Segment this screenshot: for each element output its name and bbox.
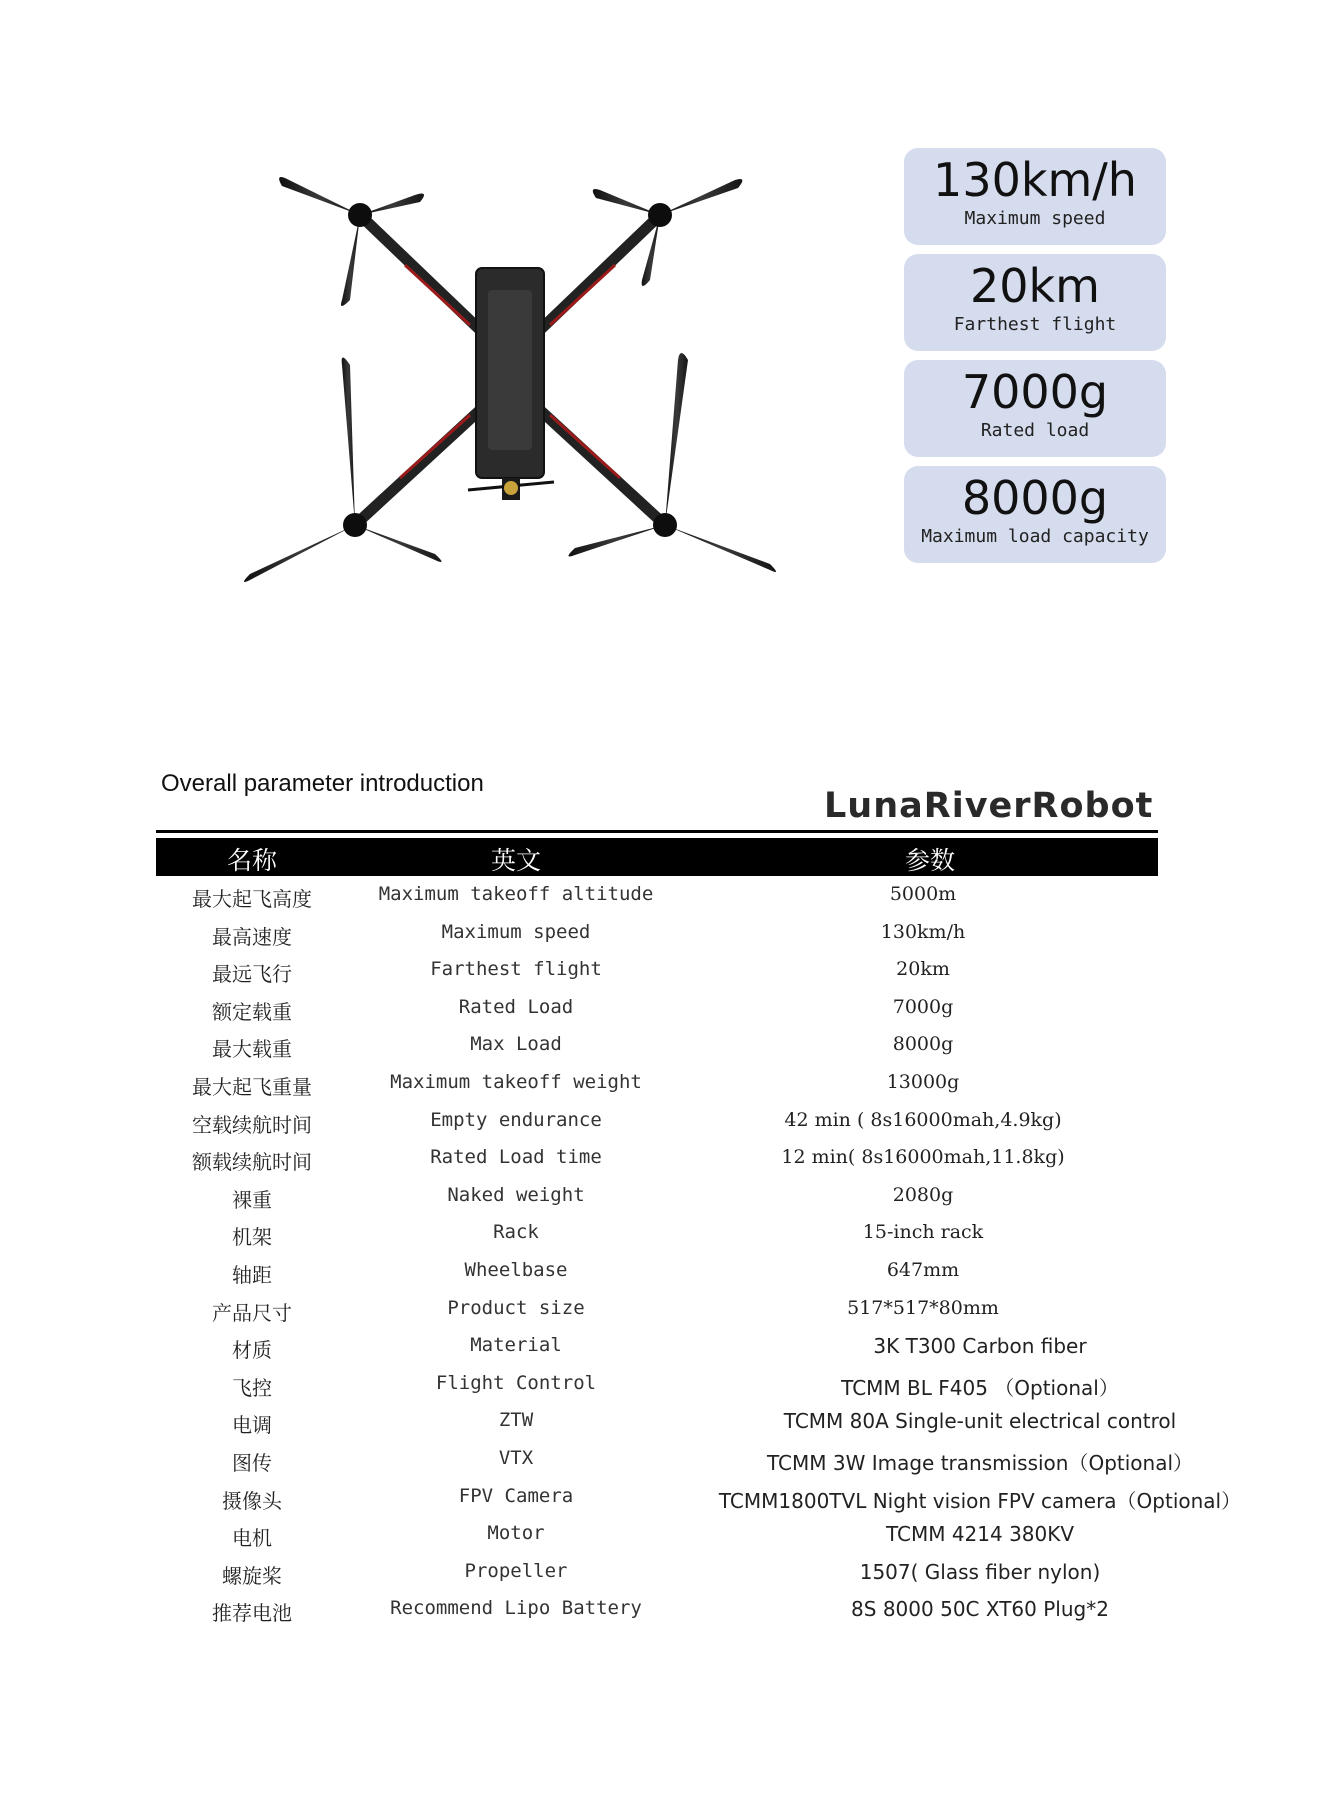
row-name-en: Product size bbox=[447, 1296, 585, 1319]
row-name-cn: 最大起飞重量 bbox=[192, 1074, 312, 1099]
spec-card-value: 8000g bbox=[961, 471, 1109, 525]
row-name-cn: 空载续航时间 bbox=[192, 1112, 312, 1137]
table-row bbox=[0, 877, 1323, 915]
row-name-cn: 轴距 bbox=[232, 1262, 272, 1287]
parameter-table bbox=[0, 877, 1323, 1629]
row-name-cn: 机架 bbox=[232, 1225, 272, 1250]
table-row bbox=[0, 1178, 1323, 1216]
row-name-cn: 图传 bbox=[232, 1450, 272, 1475]
table-row bbox=[0, 952, 1323, 990]
row-name-cn: 产品尺寸 bbox=[212, 1300, 292, 1325]
spec-card-label: Maximum load capacity bbox=[921, 526, 1149, 547]
row-name-cn: 额定载重 bbox=[212, 999, 292, 1024]
spec-card-label: Rated load bbox=[980, 420, 1090, 441]
row-name-cn: 额载续航时间 bbox=[192, 1150, 312, 1175]
row-name-cn: 螺旋桨 bbox=[222, 1563, 282, 1588]
spec-card-max-speed bbox=[904, 148, 1166, 245]
spec-card-max-load bbox=[904, 466, 1166, 563]
row-name-cn: 最大起飞高度 bbox=[192, 887, 312, 911]
row-name-en: ZTW bbox=[498, 1409, 534, 1432]
row-name-en: Max Load bbox=[470, 1033, 562, 1056]
row-value: TCMM1800TVL Night vision FPV camera（Optional） bbox=[718, 1488, 1242, 1513]
row-name-cn: 飞控 bbox=[232, 1375, 272, 1400]
table-row bbox=[0, 1554, 1323, 1592]
divider bbox=[156, 830, 1158, 833]
spec-card-value: 20km bbox=[970, 259, 1100, 313]
spec-card-value: 7000g bbox=[961, 365, 1109, 419]
header-name: 名称 bbox=[226, 846, 278, 875]
row-value: 13000g bbox=[886, 1070, 960, 1093]
row-name-cn: 最远飞行 bbox=[212, 962, 292, 987]
table-row bbox=[0, 1215, 1323, 1253]
spec-card-label: Maximum speed bbox=[964, 208, 1106, 229]
drone-image bbox=[230, 160, 790, 600]
row-value: 5000m bbox=[889, 883, 957, 905]
row-name-en: Maximum speed bbox=[441, 920, 591, 943]
row-name-cn: 裸重 bbox=[232, 1187, 272, 1212]
row-name-cn: 推荐电池 bbox=[212, 1601, 292, 1626]
row-value: 8S 8000 50C XT60 Plug*2 bbox=[851, 1597, 1109, 1622]
row-name-en: Rack bbox=[493, 1221, 539, 1244]
table-header bbox=[156, 838, 1158, 876]
row-value: 42 min ( 8s16000mah,4.9kg) bbox=[784, 1108, 1062, 1131]
row-name-en: FPV Camera bbox=[458, 1484, 574, 1507]
row-name-en: Maximum takeoff weight bbox=[390, 1070, 642, 1093]
table-row bbox=[0, 1403, 1323, 1441]
row-value: 7000g bbox=[892, 995, 954, 1018]
row-name-en: Naked weight bbox=[447, 1183, 585, 1206]
table-row bbox=[0, 990, 1323, 1028]
row-name-cn: 最高速度 bbox=[212, 924, 292, 949]
row-name-en: Propeller bbox=[464, 1559, 568, 1582]
row-name-en: Material bbox=[470, 1334, 562, 1357]
table-row bbox=[0, 1140, 1323, 1178]
row-value: 8000g bbox=[892, 1033, 954, 1056]
table-row bbox=[0, 1027, 1323, 1065]
table-row bbox=[0, 1291, 1323, 1329]
row-name-en: Recommend Lipo Battery bbox=[390, 1597, 642, 1620]
spec-card-rated-load bbox=[904, 360, 1166, 457]
row-value: 15-inch rack bbox=[862, 1221, 984, 1244]
row-name-en: Rated Load bbox=[458, 995, 574, 1018]
row-name-cn: 材质 bbox=[232, 1338, 272, 1363]
row-name-en: Farthest flight bbox=[430, 958, 602, 981]
row-value: TCMM 3W Image transmission（Optional） bbox=[766, 1450, 1194, 1475]
table-row bbox=[0, 1366, 1323, 1404]
row-value: 2080g bbox=[892, 1183, 954, 1206]
table-row bbox=[0, 1253, 1323, 1291]
row-value: TCMM 80A Single-unit electrical control bbox=[783, 1409, 1177, 1434]
row-name-en: VTX bbox=[498, 1446, 534, 1469]
table-row bbox=[0, 1065, 1323, 1103]
row-value: 20km bbox=[896, 958, 950, 981]
table-row bbox=[0, 1516, 1323, 1554]
row-name-cn: 电调 bbox=[232, 1413, 272, 1438]
row-name-en: Flight Control bbox=[435, 1371, 597, 1394]
row-value: TCMM 4214 380KV bbox=[885, 1522, 1075, 1547]
header-parameter: 参数 bbox=[904, 846, 956, 875]
row-value: 3K T300 Carbon fiber bbox=[873, 1334, 1087, 1359]
row-name-cn: 电机 bbox=[232, 1526, 272, 1551]
row-name-cn: 最大载重 bbox=[212, 1037, 292, 1062]
section-title: Overall parameter introduction bbox=[161, 770, 484, 797]
row-name-cn: 摄像头 bbox=[222, 1488, 282, 1513]
table-row bbox=[0, 1103, 1323, 1141]
table-row bbox=[0, 1591, 1323, 1629]
row-value: 130km/h bbox=[880, 920, 966, 943]
spec-card-farthest-flight bbox=[904, 254, 1166, 351]
row-value: 1507( Glass fiber nylon) bbox=[859, 1559, 1101, 1584]
table-row bbox=[0, 1328, 1323, 1366]
row-name-en: Motor bbox=[487, 1522, 545, 1545]
spec-card-value: 130km/h bbox=[933, 153, 1137, 207]
spec-card-label: Farthest flight bbox=[953, 314, 1117, 335]
row-name-en: Rated Load time bbox=[430, 1146, 602, 1169]
row-value: 647mm bbox=[886, 1258, 960, 1281]
row-name-en: Empty endurance bbox=[430, 1108, 602, 1131]
row-name-en: Maximum takeoff altitude bbox=[378, 883, 654, 905]
row-name-en: Wheelbase bbox=[464, 1258, 568, 1281]
row-value: 517*517*80mm bbox=[847, 1296, 999, 1319]
table-row bbox=[0, 1479, 1323, 1517]
header-english: 英文 bbox=[490, 846, 542, 875]
table-row bbox=[0, 915, 1323, 953]
row-value: TCMM BL F405 （Optional） bbox=[841, 1375, 1119, 1400]
table-row bbox=[0, 1441, 1323, 1479]
brand-logo: LunaRiverRobot bbox=[824, 786, 1154, 826]
row-value: 12 min( 8s16000mah,11.8kg) bbox=[781, 1146, 1065, 1169]
spec-cards bbox=[904, 148, 1166, 572]
